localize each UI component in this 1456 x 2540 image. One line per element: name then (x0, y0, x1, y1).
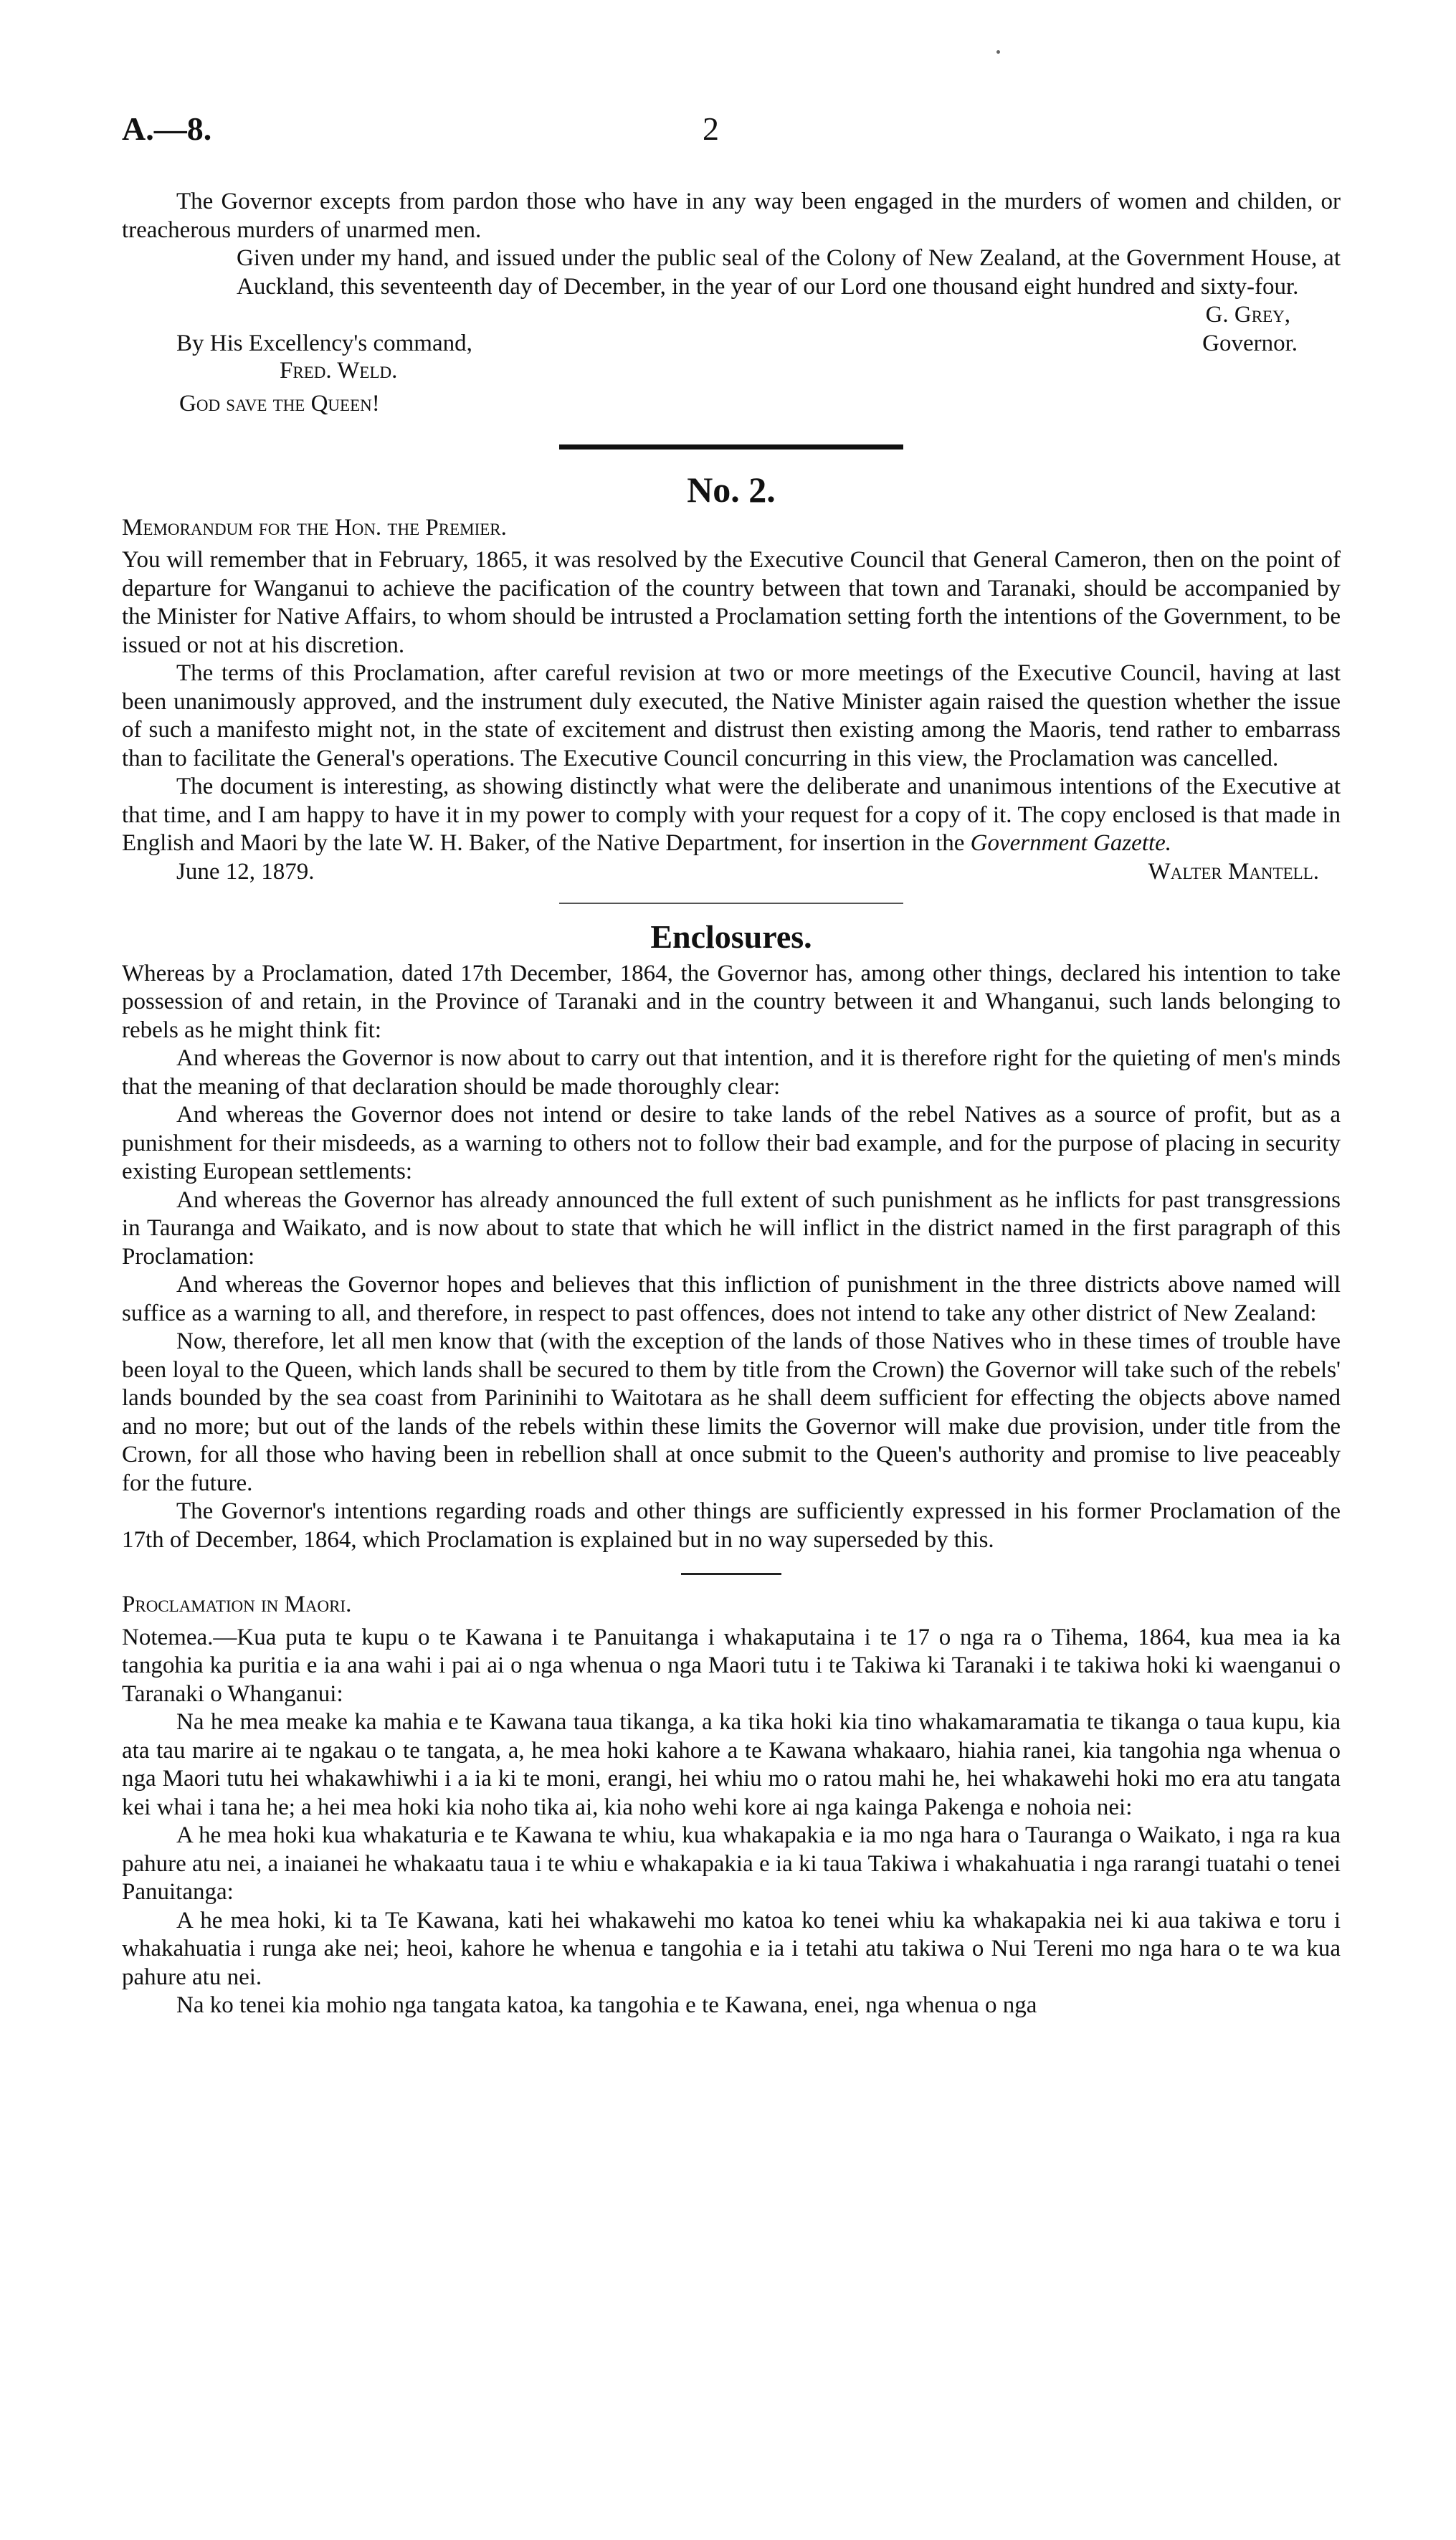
governor-title: Governor. (1202, 330, 1298, 356)
proclamation-end (122, 188, 1341, 419)
paper-reference: A.—8. (122, 110, 212, 147)
enclosure-paragraph: Now, therefore, let all men know that (with the exception of the lands of those Natives who in these times of trouble have been loyal to the Queen, which lands shall be secured to them by title from the Crown) the Governor will take such of the rebels' lands bounded by the sea coast from Parininihi to Waitotara as he shall deem sufficient for effecting the objects above named and no more; but out of the lands of the rebels within these limits the Governor will make due provision, under title from the Crown, for all those who having been in rebellion shall at once submit to the Queen's authority and promise to live peaceably for the future. (122, 1328, 1341, 1496)
by-command: By His Excellency's command, (176, 330, 472, 356)
god-save-the-queen: God save the Queen! (179, 391, 380, 417)
stray-mark (996, 50, 1000, 54)
countersignature: Fred. Weld. (280, 358, 398, 384)
page-number: 2 (703, 110, 719, 147)
gazette-title: Government Gazette. (970, 830, 1172, 856)
enclosures-heading: Enclosures. (650, 918, 812, 955)
enclosure-paragraph: Whereas by a Proclamation, dated 17th December, 1864, the Governor has, among other things, declared his intention to take possession of and retain, in the Province of Taranaki and in the country between it and Whanganui, such lands belonging to rebels as he might think fit: (122, 960, 1341, 1043)
memo-paragraph: The terms of this Proclamation, after careful revision at two or more meetings of the Executive Council, having at last been unanimously approved, and the instrument duly executed, the Native Minister again raised the question whether the issue of such a manifesto might not, in the state of excitement and distrust then existing among the Maoris, tend rather to embarrass than to facilitate the General's operations. The Executive Council concurring in this view, the Proclamation was cancelled. (122, 660, 1341, 771)
enclosure-paragraph: The Governor's intentions regarding roads and other things are sufficiently expressed in his former Proclamation of the 17th of December, 1864, which Proclamation is explained but in no way superseded by this. (122, 1498, 1341, 1553)
maori-paragraph: A he mea hoki, ki ta Te Kawana, kati hei whakawehi mo katoa ko tenei whiu ka whakapakia nei ki aua takiwa e toru i whakahuatia i runga ake nei; heoi, kahore he whenua e tangohia e ia i tetahi atu takiwa o Nui Tereni mo nga hara o te wa kua pahure atu nei. (122, 1907, 1341, 1990)
pardon-exception: The Governor excepts from pardon those who have in any way been engaged in the murders of women and childen, or treacherous murders of unarmed men. (122, 189, 1341, 243)
section-divider (559, 444, 903, 450)
enclosure-paragraph: And whereas the Governor does not intend or desire to take lands of the rebel Natives as a source of profit, but as a punishment for their misdeeds, as a warning to others not to follow their bad example, and for the purpose of placing in security existing European settlements: (122, 1102, 1341, 1184)
enclosure-paragraph: And whereas the Governor is now about to carry out that intention, and it is therefore right for the quieting of men's minds that the meaning of that declaration should be made thoroughly clear: (122, 1045, 1341, 1100)
page-body (122, 188, 1341, 2020)
maori-section (122, 1591, 1341, 2020)
command-row (122, 330, 1341, 387)
maori-heading: Proclamation in Maori. (122, 1592, 352, 1617)
memo-signer: Walter Mantell. (1148, 858, 1319, 885)
maori-paragraph: Na he mea meake ka mahia e te Kawana taua tikanga, a ka tika hoki kia tino whakamaramatia te tikanga o taua kupu, kia ata tau marire ai te ngakau o te tangata, a, he mea hoki kahore a te Kawana whakaaro, hiahia ranei, kia tangohia nga whenua o nga Maori tutu hei whakawhiwhi i a ia ki te moni, erangi, hei whiu mo o ratou mahi he, hei whakawehi hoki mo era atu tangata kei whai i tana he; a hei mea hoki kia noho tika ai, kia noho wehi kore ai nga kainga Pakenga e nohoia nei: (122, 1709, 1341, 1820)
memorandum-section (122, 468, 1341, 887)
memo-paragraph (122, 773, 1341, 858)
page-header (122, 110, 1341, 158)
signature-row (122, 301, 1341, 330)
memo-date: June 12, 1879. (176, 858, 315, 885)
section-divider (559, 903, 903, 904)
enclosure-paragraph: And whereas the Governor hopes and believes that this infliction of punishment in the three districts above named will suffice as a warning to all, and therefore, in respect to past offences, does not intend to take any other district of New Zealand: (122, 1272, 1341, 1326)
memo-title: Memorandum for the Hon. the Premier. (122, 514, 507, 541)
section-divider (681, 1573, 781, 1575)
enclosures-section (122, 917, 1341, 1555)
maori-paragraph: Notemea.—Kua puta te kupu o te Kawana i te Panuitanga i whakaputaina i te 17 o nga ra o Tihema, 1864, kua mea ia ka tangohia ka puritia e ia ana wahi i pai ai o nga whenua o nga Maori tutu i te Takiwa ki Taranaki i te takiwa hoki ki waenganui o Taranaki o Whanganui: (122, 1624, 1341, 1707)
maori-paragraph: Na ko tenei kia mohio nga tangata katoa, ka tangohia e te Kawana, enei, nga whenua o nga (176, 1992, 1037, 2018)
memo-paragraph-text: The document is interesting, as showing distinctly what were the deliberate and unanimous intentions of the Executive at that time, and I am happy to have it in my power to comply with your request for a copy of it. The copy enclosed is that made in English and Maori by the late W. H. Baker, of the Native Department, for insertion in the (122, 774, 1341, 856)
given-under-hand: Given under my hand, and issued under the public seal of the Colony of New Zealand, at the Government House, at Auckland, this seventeenth day of December, in the year of our Lord one thousand eight hundred and sixty-four. (237, 245, 1341, 300)
memo-paragraph: You will remember that in February, 1865, it was resolved by the Executive Council that General Cameron, then on the point of departure for Wanganui to achieve the pacification of the country between that town and Taranaki, should be accompanied by the Minister for Native Affairs, to whom should be intrusted a Proclamation setting forth the intentions of the Government, to be issued or not at his discretion. (122, 547, 1341, 658)
memo-date-row (122, 858, 1341, 887)
enclosure-paragraph: And whereas the Governor has already announced the full extent of such punishment as he inflicts for past transgressions in Tauranga and Waikato, and is now about to state that which he will inflict in the district named in the first paragraph of this Proclamation: (122, 1186, 1341, 1270)
maori-paragraph: A he mea hoki kua whakaturia e te Kawana te whiu, kua whakapakia e ia mo nga hara o Tauranga o Waikato, i nga ra kua pahure atu nei, a inaianei he whakaatu taua i te whiu e whakapakia e ia ki taua Takiwa i whakahuatia i nga rarangi tuatahi o tenei Panuitanga: (122, 1822, 1341, 1905)
section-heading: No. 2. (687, 469, 776, 510)
governor-signature: G. Grey, (1205, 302, 1290, 328)
